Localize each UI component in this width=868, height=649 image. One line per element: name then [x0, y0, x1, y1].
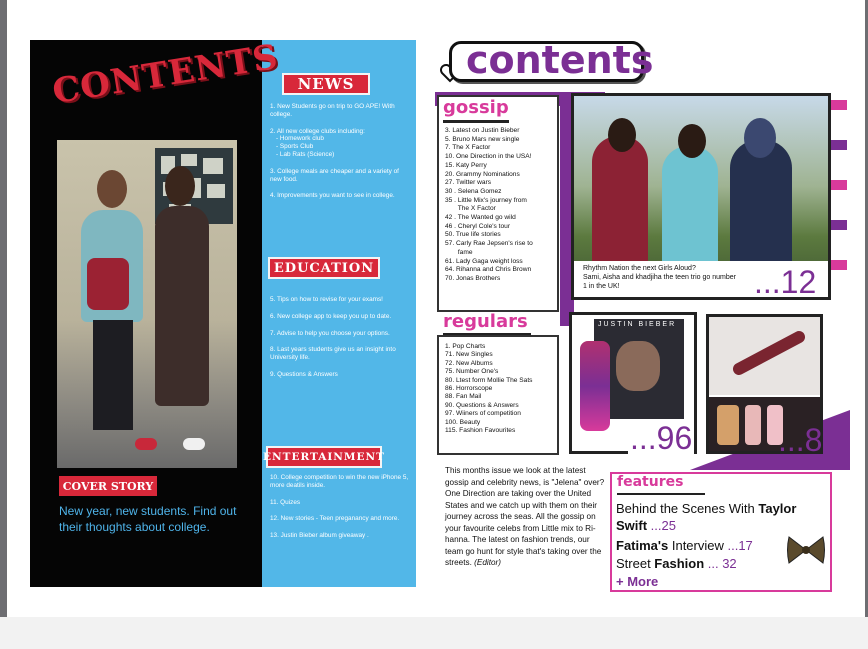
girl-left-legs [93, 320, 133, 430]
cover-story-photo [57, 140, 237, 468]
girl-head [608, 118, 636, 152]
caption-line: 1 in the UK! [583, 283, 620, 290]
list-item: 80. Ltest form Mollie The Sats [445, 376, 533, 384]
list-item: 7. The X Factor [445, 144, 491, 152]
contents-logo [449, 38, 654, 82]
list-item: 6. New college app to keep you up to date. [270, 312, 392, 320]
purple-stripe [831, 140, 847, 150]
girl-head [744, 118, 776, 158]
list-item: 13. Justin Bieber album giveaway . [270, 532, 369, 540]
list-item: 3. Latest on Justin Bieber [445, 127, 520, 134]
girl-left-head [97, 170, 127, 208]
gossip-rule [443, 120, 509, 123]
list-item: 46 . Cheryl Cole's tour [445, 222, 511, 230]
purple-stripe [831, 220, 847, 230]
list-item: 57. Carly Rae Jepsen's rise to [445, 240, 533, 248]
feature-text: Interview [668, 538, 728, 553]
list-item: 4. Improvements you want to see in college. [270, 192, 395, 200]
left-contents-title: CONTENTS [49, 36, 282, 112]
editorial-text [445, 465, 605, 569]
gossip-list [445, 127, 559, 284]
list-item: 12. New stories - Teen preganancy and more. [270, 515, 400, 523]
list-item: 10. One Direction in the USA! [445, 153, 532, 161]
page-number-96: ...96 [630, 420, 693, 456]
cover-story-text: New year, new students. Find out their thoughts about college. [59, 504, 237, 534]
list-item: 7. Advise to help you choose your options. [270, 329, 390, 337]
editor-signature: (Editor) [474, 558, 501, 567]
list-item: - Lab Rats (Science) [276, 150, 335, 158]
feature-bold: Swift [616, 518, 648, 533]
gossip-heading: gossip [443, 97, 509, 118]
album-title: JUSTIN BIEBER [598, 321, 677, 328]
list-item: fame [445, 248, 473, 256]
feature-page: ...17 [727, 538, 753, 553]
list-item: 2. All new college clubs including: [270, 127, 365, 135]
list-item: 3. College meals are cheaper and a variety of new food. [270, 167, 399, 183]
pink-stripe [831, 260, 847, 270]
album-face [616, 341, 660, 391]
girl-right-body [155, 206, 209, 406]
list-item: 8. Last years students give us an insight into University life. [270, 346, 396, 362]
list-item: 61. Lady Gaga weight loss [445, 257, 523, 265]
feature-bold: Fashion [654, 556, 705, 571]
contents-logo-text: contents [466, 38, 654, 82]
caption-line: Sami, Aisha and khadjiha the teen trio go number [583, 274, 736, 281]
regulars-heading: regulars [443, 311, 528, 332]
list-item: 97. Wiiners of competition [445, 410, 521, 418]
list-item: 42 . The Wanted go wild [445, 214, 516, 222]
feature-text: Behind the Scenes With [616, 501, 759, 516]
list-item: 64. Rihanna and Chris Brown [445, 266, 532, 274]
list-item: 50. True life stories [445, 231, 501, 239]
feature-taylor-swift [616, 500, 826, 534]
editorial-body: This months issue we look at the latest gossip and celebrity news, is "Jelena" over? One Direction are taking over the United States and we catch up with them on their journey across the seas. All the gossip on your favourite celebs from Little mix to Ri-hanna. The latest on fashion trends, our team go hunt for style that's taking over the streets. [445, 466, 605, 567]
caption-line: Rhythm Nation the next Girls Aloud? [583, 265, 696, 272]
list-item: 100. Beauty [445, 418, 481, 426]
pink-stripe [831, 180, 847, 190]
list-item: 72. New Albums [445, 359, 493, 367]
list-item: 5. Tips on how to revise for your exams! [270, 296, 383, 303]
list-item: 9. Questions & Answers [270, 370, 338, 378]
list-item: 5. Bruno Mars new single [445, 135, 520, 143]
list-item: 90. Questions & Answers [445, 401, 519, 409]
main-photo-caption [583, 264, 773, 291]
list-item: 35 . Little Mix's journey from [445, 196, 527, 204]
news-heading: NEWS [282, 73, 370, 95]
cover-story-tag: COVER STORY [59, 476, 157, 496]
feature-text: Street [616, 556, 655, 571]
list-item: 75. Number One's [445, 368, 499, 376]
list-item: 70. Jonas Brothers [445, 274, 501, 282]
red-shoe [135, 438, 157, 450]
list-item: - Homework club [276, 135, 324, 143]
list-item: 71. New Singles [445, 351, 493, 359]
white-shoe [183, 438, 205, 450]
nail-polish [717, 405, 739, 445]
list-item: 30 . Selena Gomez [445, 187, 502, 195]
feature-page: ... 32 [704, 556, 737, 571]
perfume-bottle [580, 341, 610, 431]
list-item: 27. Twitter wars [445, 179, 492, 187]
education-heading: EDUCATION [268, 257, 380, 279]
features-rule [617, 493, 705, 495]
list-item: 15. Katy Perry [445, 161, 487, 169]
bow-icon [786, 534, 826, 566]
list-item: 20. Grammy Nominations [445, 170, 520, 178]
features-heading: features [617, 474, 684, 490]
regulars-list [445, 343, 559, 435]
news-list [270, 103, 412, 209]
floral-bag [87, 258, 129, 310]
list-item: 115. Fashion Favourites [445, 427, 516, 435]
feature-bold: Taylor [758, 501, 797, 516]
education-list [270, 296, 412, 388]
girl-head [678, 124, 706, 158]
entertainment-list [270, 474, 412, 549]
nail-polish [745, 405, 761, 445]
viewer-bottom-strip [0, 617, 868, 649]
list-item: 88. Fan Mail [445, 393, 482, 401]
entertainment-heading: ENTERTAINMENT [266, 446, 382, 468]
girl-right-head [165, 166, 195, 206]
list-item: 1. Pop Charts [445, 343, 486, 350]
pink-stripe [831, 100, 847, 110]
list-item: 11. Quizes [270, 498, 301, 506]
feature-bold: Fatima's [616, 538, 669, 553]
list-item: 10. College competition to win the new iPhone 5, more deatils inside. [270, 474, 409, 489]
page-number-12: ...12 [754, 264, 817, 300]
list-item: The X Factor [445, 205, 496, 213]
features-more: + More [616, 574, 659, 589]
list-item: 1. New Students go on trip to GO APE! With college. [270, 103, 395, 118]
list-item: 86. Horrorscope [445, 385, 493, 393]
list-item: - Sports Club [276, 143, 314, 151]
feature-page: ...25 [647, 518, 676, 533]
page-number-8: ...8 [778, 422, 823, 458]
